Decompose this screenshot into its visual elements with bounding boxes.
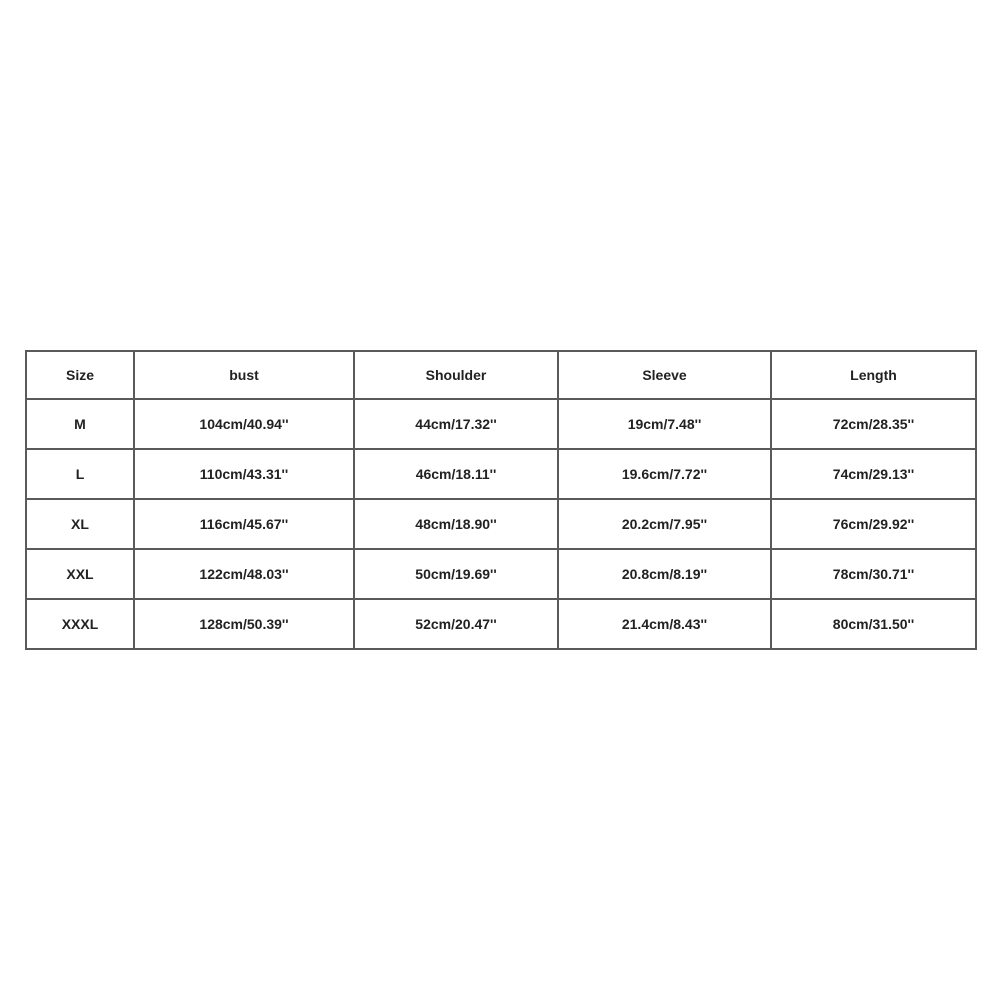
header-sleeve: Sleeve [558, 351, 771, 399]
cell-length: 72cm/28.35'' [771, 399, 976, 449]
size-chart-table [25, 350, 977, 650]
cell-size: XL [26, 499, 134, 549]
cell-length: 78cm/30.71'' [771, 549, 976, 599]
table-row [26, 599, 976, 649]
cell-bust: 116cm/45.67'' [134, 499, 354, 549]
cell-size: M [26, 399, 134, 449]
cell-bust: 104cm/40.94'' [134, 399, 354, 449]
table-row [26, 549, 976, 599]
cell-sleeve: 21.4cm/8.43'' [558, 599, 771, 649]
cell-shoulder: 46cm/18.11'' [354, 449, 558, 499]
cell-length: 80cm/31.50'' [771, 599, 976, 649]
cell-sleeve: 19.6cm/7.72'' [558, 449, 771, 499]
cell-sleeve: 20.8cm/8.19'' [558, 549, 771, 599]
cell-length: 74cm/29.13'' [771, 449, 976, 499]
cell-sleeve: 20.2cm/7.95'' [558, 499, 771, 549]
cell-shoulder: 52cm/20.47'' [354, 599, 558, 649]
table-row [26, 399, 976, 449]
cell-bust: 110cm/43.31'' [134, 449, 354, 499]
header-bust: bust [134, 351, 354, 399]
header-size: Size [26, 351, 134, 399]
cell-bust: 128cm/50.39'' [134, 599, 354, 649]
table-row [26, 499, 976, 549]
cell-size: XXXL [26, 599, 134, 649]
cell-size: XXL [26, 549, 134, 599]
cell-shoulder: 44cm/17.32'' [354, 399, 558, 449]
cell-length: 76cm/29.92'' [771, 499, 976, 549]
cell-size: L [26, 449, 134, 499]
cell-shoulder: 50cm/19.69'' [354, 549, 558, 599]
cell-bust: 122cm/48.03'' [134, 549, 354, 599]
cell-sleeve: 19cm/7.48'' [558, 399, 771, 449]
table-header-row [26, 351, 976, 399]
header-length: Length [771, 351, 976, 399]
cell-shoulder: 48cm/18.90'' [354, 499, 558, 549]
header-shoulder: Shoulder [354, 351, 558, 399]
table-row [26, 449, 976, 499]
